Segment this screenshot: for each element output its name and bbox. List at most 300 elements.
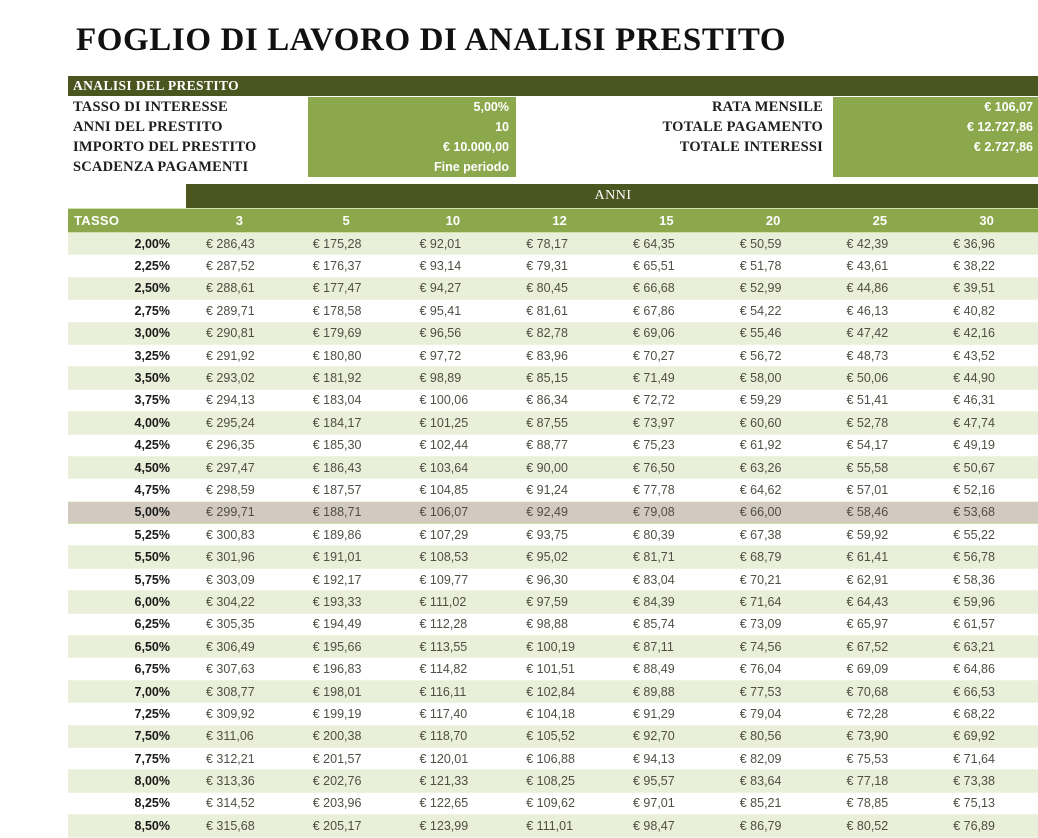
cell-payment-30y: € 42,16 bbox=[933, 322, 1038, 344]
input-importo-del-prestito[interactable]: € 10.000,00 bbox=[442, 140, 509, 154]
cell-payment-3y: € 309,92 bbox=[186, 703, 293, 725]
table-group-header-row bbox=[68, 184, 1038, 209]
page-title: FOGLIO DI LAVORO DI ANALISI PRESTITO bbox=[76, 22, 787, 58]
cell-payment-20y: € 74,56 bbox=[720, 636, 827, 658]
cell-payment-25y: € 59,92 bbox=[827, 524, 934, 546]
loan-inputs-labels bbox=[68, 97, 308, 177]
cell-payment-5y: € 188,71 bbox=[293, 501, 400, 523]
cell-rate: 5,25% bbox=[68, 524, 186, 546]
cell-rate: 2,25% bbox=[68, 255, 186, 277]
column-header-year-3[interactable]: 3 bbox=[186, 209, 293, 233]
cell-rate: 8,50% bbox=[68, 815, 186, 837]
cell-payment-12y: € 102,84 bbox=[506, 680, 613, 702]
cell-payment-20y: € 66,00 bbox=[720, 501, 827, 523]
cell-payment-25y: € 52,78 bbox=[827, 412, 934, 434]
table-row[interactable] bbox=[68, 524, 1038, 546]
column-header-year-25[interactable]: 25 bbox=[827, 209, 934, 233]
table-row[interactable] bbox=[68, 568, 1038, 590]
cell-payment-10y: € 117,40 bbox=[400, 703, 507, 725]
cell-payment-3y: € 315,68 bbox=[186, 815, 293, 837]
loan-inputs-values bbox=[308, 97, 516, 177]
table-row[interactable] bbox=[68, 747, 1038, 769]
cell-payment-30y: € 49,19 bbox=[933, 434, 1038, 456]
cell-payment-25y: € 69,09 bbox=[827, 658, 934, 680]
table-row[interactable] bbox=[68, 591, 1038, 613]
cell-payment-15y: € 79,08 bbox=[613, 501, 720, 523]
cell-payment-12y: € 98,88 bbox=[506, 613, 613, 635]
label-tasso-di-interesse: TASSO DI INTERESSE bbox=[73, 99, 228, 115]
cell-rate: 4,75% bbox=[68, 479, 186, 501]
cell-payment-5y: € 186,43 bbox=[293, 456, 400, 478]
cell-payment-20y: € 83,64 bbox=[720, 770, 827, 792]
label-scadenza-pagamenti: SCADENZA PAGAMENTI bbox=[73, 159, 249, 175]
table-row[interactable] bbox=[68, 255, 1038, 277]
cell-rate: 8,25% bbox=[68, 792, 186, 814]
cell-payment-12y: € 92,49 bbox=[506, 501, 613, 523]
input-scadenza-pagamenti[interactable]: Fine periodo bbox=[434, 160, 509, 174]
cell-payment-20y: € 86,79 bbox=[720, 815, 827, 837]
label-anni-del-prestito: ANNI DEL PRESTITO bbox=[73, 119, 223, 135]
cell-payment-15y: € 66,68 bbox=[613, 277, 720, 299]
table-row[interactable] bbox=[68, 546, 1038, 568]
cell-payment-12y: € 91,24 bbox=[506, 479, 613, 501]
cell-payment-30y: € 59,96 bbox=[933, 591, 1038, 613]
cell-payment-3y: € 293,02 bbox=[186, 367, 293, 389]
cell-payment-15y: € 89,88 bbox=[613, 680, 720, 702]
cell-payment-20y: € 73,09 bbox=[720, 613, 827, 635]
cell-payment-15y: € 80,39 bbox=[613, 524, 720, 546]
cell-payment-25y: € 64,43 bbox=[827, 591, 934, 613]
cell-payment-20y: € 60,60 bbox=[720, 412, 827, 434]
cell-payment-12y: € 87,55 bbox=[506, 412, 613, 434]
cell-payment-10y: € 106,07 bbox=[400, 501, 507, 523]
cell-rate: 8,00% bbox=[68, 770, 186, 792]
cell-payment-20y: € 76,04 bbox=[720, 658, 827, 680]
cell-payment-12y: € 85,15 bbox=[506, 367, 613, 389]
cell-payment-30y: € 56,78 bbox=[933, 546, 1038, 568]
label-totale-interessi: TOTALE INTERESSI bbox=[679, 139, 823, 155]
cell-payment-3y: € 311,06 bbox=[186, 725, 293, 747]
cell-payment-5y: € 175,28 bbox=[293, 233, 400, 255]
cell-payment-25y: € 57,01 bbox=[827, 479, 934, 501]
cell-rate: 2,75% bbox=[68, 300, 186, 322]
cell-payment-15y: € 69,06 bbox=[613, 322, 720, 344]
table-row[interactable] bbox=[68, 815, 1038, 837]
cell-rate: 5,00% bbox=[68, 501, 186, 523]
cell-payment-12y: € 78,17 bbox=[506, 233, 613, 255]
cell-payment-30y: € 55,22 bbox=[933, 524, 1038, 546]
table-row[interactable] bbox=[68, 233, 1038, 255]
cell-payment-25y: € 50,06 bbox=[827, 367, 934, 389]
summary-section-title: ANALISI DEL PRESTITO bbox=[68, 76, 1038, 96]
cell-payment-30y: € 52,16 bbox=[933, 479, 1038, 501]
cell-payment-5y: € 201,57 bbox=[293, 747, 400, 769]
column-header-year-20[interactable]: 20 bbox=[720, 209, 827, 233]
cell-payment-5y: € 187,57 bbox=[293, 479, 400, 501]
cell-payment-12y: € 90,00 bbox=[506, 456, 613, 478]
cell-payment-30y: € 76,89 bbox=[933, 815, 1038, 837]
cell-rate: 4,00% bbox=[68, 412, 186, 434]
cell-payment-20y: € 71,64 bbox=[720, 591, 827, 613]
cell-payment-15y: € 84,39 bbox=[613, 591, 720, 613]
cell-payment-25y: € 54,17 bbox=[827, 434, 934, 456]
cell-payment-25y: € 78,85 bbox=[827, 792, 934, 814]
input-tasso-di-interesse[interactable]: 5,00% bbox=[473, 100, 509, 114]
cell-payment-30y: € 39,51 bbox=[933, 277, 1038, 299]
cell-payment-15y: € 87,11 bbox=[613, 636, 720, 658]
cell-payment-15y: € 71,49 bbox=[613, 367, 720, 389]
cell-payment-25y: € 77,18 bbox=[827, 770, 934, 792]
cell-payment-15y: € 73,97 bbox=[613, 412, 720, 434]
cell-payment-30y: € 64,86 bbox=[933, 658, 1038, 680]
table-row[interactable] bbox=[68, 456, 1038, 478]
cell-payment-20y: € 68,79 bbox=[720, 546, 827, 568]
cell-payment-5y: € 177,47 bbox=[293, 277, 400, 299]
cell-payment-15y: € 64,35 bbox=[613, 233, 720, 255]
cell-payment-15y: € 98,47 bbox=[613, 815, 720, 837]
table-row[interactable] bbox=[68, 725, 1038, 747]
table-row-selected[interactable] bbox=[68, 501, 1038, 523]
cell-payment-20y: € 77,53 bbox=[720, 680, 827, 702]
cell-payment-10y: € 113,55 bbox=[400, 636, 507, 658]
table-row[interactable] bbox=[68, 434, 1038, 456]
cell-payment-15y: € 81,71 bbox=[613, 546, 720, 568]
column-header-year-15[interactable]: 15 bbox=[613, 209, 720, 233]
cell-rate: 2,50% bbox=[68, 277, 186, 299]
label-importo-del-prestito: IMPORTO DEL PRESTITO bbox=[73, 139, 257, 155]
cell-payment-15y: € 91,29 bbox=[613, 703, 720, 725]
cell-payment-25y: € 75,53 bbox=[827, 747, 934, 769]
cell-payment-15y: € 97,01 bbox=[613, 792, 720, 814]
cell-payment-12y: € 82,78 bbox=[506, 322, 613, 344]
cell-payment-20y: € 55,46 bbox=[720, 322, 827, 344]
cell-payment-20y: € 61,92 bbox=[720, 434, 827, 456]
cell-payment-5y: € 202,76 bbox=[293, 770, 400, 792]
cell-payment-3y: € 297,47 bbox=[186, 456, 293, 478]
cell-payment-3y: € 305,35 bbox=[186, 613, 293, 635]
cell-payment-10y: € 93,14 bbox=[400, 255, 507, 277]
cell-payment-10y: € 102,44 bbox=[400, 434, 507, 456]
cell-payment-3y: € 288,61 bbox=[186, 277, 293, 299]
cell-payment-25y: € 46,13 bbox=[827, 300, 934, 322]
cell-payment-15y: € 65,51 bbox=[613, 255, 720, 277]
cell-payment-25y: € 73,90 bbox=[827, 725, 934, 747]
cell-payment-25y: € 42,39 bbox=[827, 233, 934, 255]
cell-payment-5y: € 200,38 bbox=[293, 725, 400, 747]
cell-payment-3y: € 303,09 bbox=[186, 568, 293, 590]
cell-payment-5y: € 192,17 bbox=[293, 568, 400, 590]
cell-rate: 7,50% bbox=[68, 725, 186, 747]
cell-payment-25y: € 61,41 bbox=[827, 546, 934, 568]
value-totale-interessi: € 2.727,86 bbox=[973, 140, 1033, 154]
cell-payment-12y: € 106,88 bbox=[506, 747, 613, 769]
cell-payment-12y: € 104,18 bbox=[506, 703, 613, 725]
cell-payment-30y: € 71,64 bbox=[933, 747, 1038, 769]
cell-payment-5y: € 191,01 bbox=[293, 546, 400, 568]
cell-payment-15y: € 85,74 bbox=[613, 613, 720, 635]
cell-payment-3y: € 300,83 bbox=[186, 524, 293, 546]
cell-payment-5y: € 183,04 bbox=[293, 389, 400, 411]
cell-payment-25y: € 51,41 bbox=[827, 389, 934, 411]
cell-payment-10y: € 98,89 bbox=[400, 367, 507, 389]
cell-payment-3y: € 286,43 bbox=[186, 233, 293, 255]
cell-payment-5y: € 195,66 bbox=[293, 636, 400, 658]
cell-payment-20y: € 85,21 bbox=[720, 792, 827, 814]
cell-payment-15y: € 70,27 bbox=[613, 344, 720, 366]
rate-matrix-table bbox=[68, 184, 1038, 838]
value-totale-pagamento: € 12.727,86 bbox=[966, 120, 1033, 134]
cell-payment-5y: € 176,37 bbox=[293, 255, 400, 277]
cell-payment-10y: € 97,72 bbox=[400, 344, 507, 366]
table-row[interactable] bbox=[68, 322, 1038, 344]
cell-payment-3y: € 291,92 bbox=[186, 344, 293, 366]
cell-payment-3y: € 314,52 bbox=[186, 792, 293, 814]
table-row[interactable] bbox=[68, 613, 1038, 635]
cell-payment-10y: € 122,65 bbox=[400, 792, 507, 814]
cell-payment-10y: € 96,56 bbox=[400, 322, 507, 344]
cell-payment-12y: € 83,96 bbox=[506, 344, 613, 366]
cell-payment-5y: € 181,92 bbox=[293, 367, 400, 389]
cell-payment-20y: € 79,04 bbox=[720, 703, 827, 725]
cell-payment-20y: € 51,78 bbox=[720, 255, 827, 277]
cell-payment-20y: € 59,29 bbox=[720, 389, 827, 411]
cell-payment-10y: € 112,28 bbox=[400, 613, 507, 635]
cell-rate: 7,75% bbox=[68, 747, 186, 769]
table-row[interactable] bbox=[68, 636, 1038, 658]
cell-payment-20y: € 58,00 bbox=[720, 367, 827, 389]
cell-payment-12y: € 97,59 bbox=[506, 591, 613, 613]
column-header-year-5[interactable]: 5 bbox=[293, 209, 400, 233]
cell-payment-10y: € 123,99 bbox=[400, 815, 507, 837]
cell-payment-5y: € 179,69 bbox=[293, 322, 400, 344]
cell-payment-12y: € 86,34 bbox=[506, 389, 613, 411]
cell-payment-30y: € 44,90 bbox=[933, 367, 1038, 389]
cell-payment-30y: € 50,67 bbox=[933, 456, 1038, 478]
cell-payment-12y: € 80,45 bbox=[506, 277, 613, 299]
cell-payment-10y: € 94,27 bbox=[400, 277, 507, 299]
cell-payment-3y: € 306,49 bbox=[186, 636, 293, 658]
cell-payment-3y: € 290,81 bbox=[186, 322, 293, 344]
cell-payment-10y: € 104,85 bbox=[400, 479, 507, 501]
cell-rate: 3,25% bbox=[68, 344, 186, 366]
cell-payment-20y: € 50,59 bbox=[720, 233, 827, 255]
cell-payment-12y: € 93,75 bbox=[506, 524, 613, 546]
cell-payment-5y: € 198,01 bbox=[293, 680, 400, 702]
cell-payment-12y: € 109,62 bbox=[506, 792, 613, 814]
cell-rate: 4,50% bbox=[68, 456, 186, 478]
cell-payment-20y: € 67,38 bbox=[720, 524, 827, 546]
group-header-spacer bbox=[68, 184, 186, 209]
cell-rate: 3,50% bbox=[68, 367, 186, 389]
cell-payment-30y: € 68,22 bbox=[933, 703, 1038, 725]
cell-rate: 2,00% bbox=[68, 233, 186, 255]
cell-payment-20y: € 64,62 bbox=[720, 479, 827, 501]
table-row[interactable] bbox=[68, 703, 1038, 725]
cell-payment-25y: € 55,58 bbox=[827, 456, 934, 478]
cell-payment-20y: € 70,21 bbox=[720, 568, 827, 590]
cell-rate: 5,50% bbox=[68, 546, 186, 568]
cell-rate: 7,25% bbox=[68, 703, 186, 725]
cell-payment-30y: € 73,38 bbox=[933, 770, 1038, 792]
cell-payment-10y: € 100,06 bbox=[400, 389, 507, 411]
cell-payment-15y: € 83,04 bbox=[613, 568, 720, 590]
cell-payment-10y: € 109,77 bbox=[400, 568, 507, 590]
cell-payment-10y: € 114,82 bbox=[400, 658, 507, 680]
cell-payment-25y: € 48,73 bbox=[827, 344, 934, 366]
cell-payment-3y: € 312,21 bbox=[186, 747, 293, 769]
table-row[interactable] bbox=[68, 367, 1038, 389]
cell-rate: 6,25% bbox=[68, 613, 186, 635]
cell-payment-10y: € 107,29 bbox=[400, 524, 507, 546]
column-header-year-12[interactable]: 12 bbox=[506, 209, 613, 233]
cell-payment-15y: € 72,72 bbox=[613, 389, 720, 411]
loan-results-group bbox=[588, 97, 1038, 177]
cell-payment-3y: € 301,96 bbox=[186, 546, 293, 568]
value-rata-mensile: € 106,07 bbox=[984, 100, 1033, 114]
cell-rate: 3,75% bbox=[68, 389, 186, 411]
cell-payment-3y: € 304,22 bbox=[186, 591, 293, 613]
cell-payment-3y: € 287,52 bbox=[186, 255, 293, 277]
cell-payment-30y: € 43,52 bbox=[933, 344, 1038, 366]
cell-payment-30y: € 53,68 bbox=[933, 501, 1038, 523]
cell-payment-12y: € 96,30 bbox=[506, 568, 613, 590]
cell-payment-20y: € 52,99 bbox=[720, 277, 827, 299]
cell-payment-30y: € 58,36 bbox=[933, 568, 1038, 590]
cell-payment-3y: € 308,77 bbox=[186, 680, 293, 702]
cell-payment-3y: € 307,63 bbox=[186, 658, 293, 680]
table-row[interactable] bbox=[68, 770, 1038, 792]
cell-payment-5y: € 203,96 bbox=[293, 792, 400, 814]
cell-payment-25y: € 72,28 bbox=[827, 703, 934, 725]
table-row[interactable] bbox=[68, 277, 1038, 299]
cell-payment-12y: € 95,02 bbox=[506, 546, 613, 568]
cell-payment-15y: € 88,49 bbox=[613, 658, 720, 680]
cell-payment-30y: € 75,13 bbox=[933, 792, 1038, 814]
cell-payment-10y: € 95,41 bbox=[400, 300, 507, 322]
label-rata-mensile: RATA MENSILE bbox=[711, 99, 823, 115]
cell-payment-12y: € 108,25 bbox=[506, 770, 613, 792]
loan-inputs-group bbox=[68, 97, 588, 177]
cell-payment-10y: € 116,11 bbox=[400, 680, 507, 702]
cell-payment-5y: € 180,80 bbox=[293, 344, 400, 366]
cell-payment-30y: € 47,74 bbox=[933, 412, 1038, 434]
cell-payment-3y: € 296,35 bbox=[186, 434, 293, 456]
cell-payment-10y: € 108,53 bbox=[400, 546, 507, 568]
cell-payment-10y: € 92,01 bbox=[400, 233, 507, 255]
cell-rate: 3,00% bbox=[68, 322, 186, 344]
table-row[interactable] bbox=[68, 479, 1038, 501]
cell-payment-5y: € 199,19 bbox=[293, 703, 400, 725]
cell-payment-30y: € 69,92 bbox=[933, 725, 1038, 747]
cell-rate: 7,00% bbox=[68, 680, 186, 702]
cell-payment-25y: € 62,91 bbox=[827, 568, 934, 590]
cell-payment-30y: € 46,31 bbox=[933, 389, 1038, 411]
cell-payment-12y: € 79,31 bbox=[506, 255, 613, 277]
label-totale-pagamento: TOTALE PAGAMENTO bbox=[662, 119, 823, 135]
table-row[interactable] bbox=[68, 658, 1038, 680]
cell-payment-20y: € 80,56 bbox=[720, 725, 827, 747]
cell-payment-5y: € 194,49 bbox=[293, 613, 400, 635]
cell-payment-30y: € 40,82 bbox=[933, 300, 1038, 322]
cell-payment-30y: € 66,53 bbox=[933, 680, 1038, 702]
cell-payment-30y: € 63,21 bbox=[933, 636, 1038, 658]
cell-payment-15y: € 77,78 bbox=[613, 479, 720, 501]
column-header-year-30[interactable]: 30 bbox=[933, 209, 1038, 233]
cell-payment-25y: € 70,68 bbox=[827, 680, 934, 702]
cell-payment-10y: € 103,64 bbox=[400, 456, 507, 478]
table-row[interactable] bbox=[68, 300, 1038, 322]
column-header-year-10[interactable]: 10 bbox=[400, 209, 507, 233]
cell-payment-12y: € 88,77 bbox=[506, 434, 613, 456]
cell-payment-5y: € 185,30 bbox=[293, 434, 400, 456]
cell-payment-10y: € 121,33 bbox=[400, 770, 507, 792]
cell-payment-5y: € 184,17 bbox=[293, 412, 400, 434]
cell-payment-25y: € 65,97 bbox=[827, 613, 934, 635]
cell-payment-12y: € 100,19 bbox=[506, 636, 613, 658]
cell-payment-20y: € 54,22 bbox=[720, 300, 827, 322]
cell-payment-30y: € 61,57 bbox=[933, 613, 1038, 635]
cell-payment-30y: € 36,96 bbox=[933, 233, 1038, 255]
table-row[interactable] bbox=[68, 680, 1038, 702]
cell-payment-10y: € 118,70 bbox=[400, 725, 507, 747]
cell-payment-25y: € 80,52 bbox=[827, 815, 934, 837]
cell-payment-5y: € 178,58 bbox=[293, 300, 400, 322]
table-column-header-row bbox=[68, 209, 1038, 233]
cell-payment-12y: € 105,52 bbox=[506, 725, 613, 747]
cell-payment-25y: € 47,42 bbox=[827, 322, 934, 344]
cell-rate: 6,50% bbox=[68, 636, 186, 658]
loan-results-labels bbox=[663, 97, 833, 177]
cell-payment-12y: € 81,61 bbox=[506, 300, 613, 322]
group-header-anni: ANNI bbox=[186, 184, 1038, 209]
cell-payment-30y: € 38,22 bbox=[933, 255, 1038, 277]
cell-payment-3y: € 295,24 bbox=[186, 412, 293, 434]
cell-payment-10y: € 111,02 bbox=[400, 591, 507, 613]
cell-payment-10y: € 120,01 bbox=[400, 747, 507, 769]
cell-payment-20y: € 82,09 bbox=[720, 747, 827, 769]
table-row[interactable] bbox=[68, 412, 1038, 434]
loan-results-values bbox=[833, 97, 1038, 177]
cell-rate: 6,00% bbox=[68, 591, 186, 613]
cell-payment-12y: € 101,51 bbox=[506, 658, 613, 680]
cell-payment-10y: € 101,25 bbox=[400, 412, 507, 434]
cell-payment-12y: € 111,01 bbox=[506, 815, 613, 837]
cell-payment-15y: € 95,57 bbox=[613, 770, 720, 792]
table-row[interactable] bbox=[68, 389, 1038, 411]
column-header-tasso[interactable]: TASSO bbox=[68, 209, 186, 233]
cell-rate: 5,75% bbox=[68, 568, 186, 590]
cell-payment-5y: € 189,86 bbox=[293, 524, 400, 546]
cell-payment-15y: € 76,50 bbox=[613, 456, 720, 478]
cell-payment-15y: € 75,23 bbox=[613, 434, 720, 456]
cell-payment-5y: € 205,17 bbox=[293, 815, 400, 837]
table-row[interactable] bbox=[68, 792, 1038, 814]
loan-summary-panel bbox=[68, 76, 1038, 177]
table-row[interactable] bbox=[68, 344, 1038, 366]
cell-payment-3y: € 289,71 bbox=[186, 300, 293, 322]
cell-payment-15y: € 92,70 bbox=[613, 725, 720, 747]
cell-payment-3y: € 294,13 bbox=[186, 389, 293, 411]
cell-payment-25y: € 67,52 bbox=[827, 636, 934, 658]
cell-payment-3y: € 313,36 bbox=[186, 770, 293, 792]
cell-payment-5y: € 193,33 bbox=[293, 591, 400, 613]
cell-payment-15y: € 67,86 bbox=[613, 300, 720, 322]
cell-rate: 6,75% bbox=[68, 658, 186, 680]
cell-payment-25y: € 44,86 bbox=[827, 277, 934, 299]
cell-payment-3y: € 298,59 bbox=[186, 479, 293, 501]
cell-payment-25y: € 58,46 bbox=[827, 501, 934, 523]
input-anni-del-prestito[interactable]: 10 bbox=[495, 120, 509, 134]
